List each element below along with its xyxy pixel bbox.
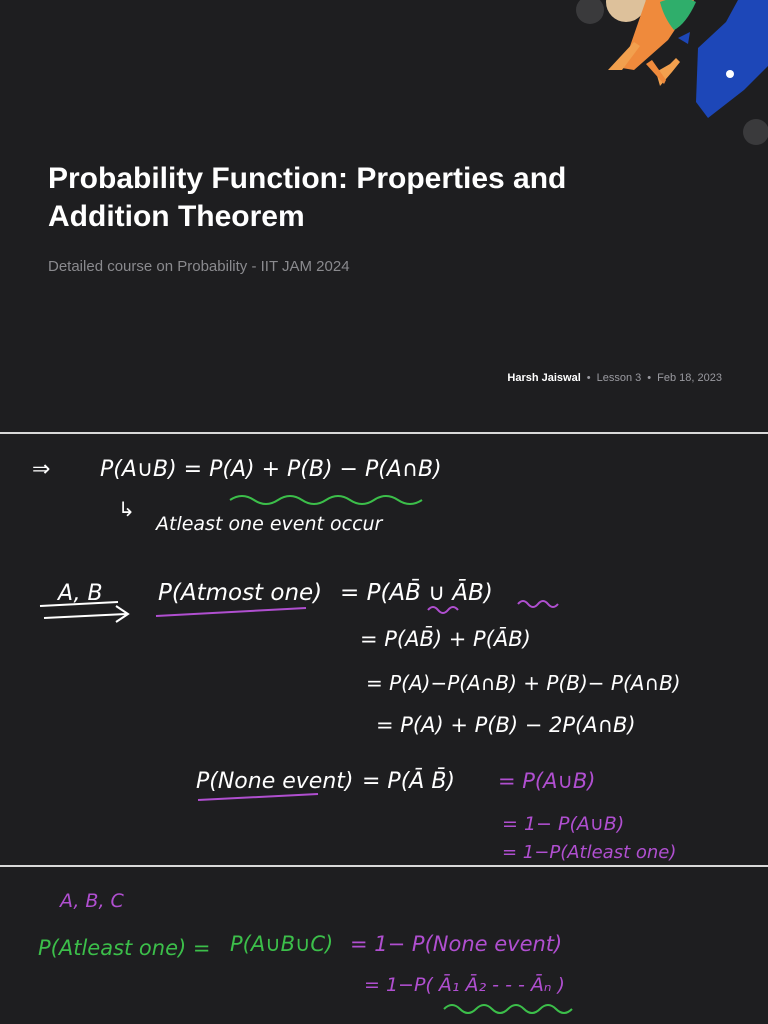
atleast-eq-1: P(A∪B∪C)	[230, 932, 334, 956]
atmost-one-lhs: P(Atmost one)	[158, 580, 323, 606]
none-eq-4: = 1−P(Atleast one)	[502, 842, 677, 863]
atmost-eq-1: = P(AB̄ ∪ ĀB)	[340, 580, 493, 606]
lesson-title-line-2: Addition Theorem	[48, 200, 305, 233]
branch-arrow: ↳	[118, 497, 135, 521]
none-eq-3: = 1− P(A∪B)	[502, 813, 625, 835]
events-ab: A, B	[58, 581, 103, 606]
handwritten-notes-canvas	[0, 867, 768, 1024]
lesson-title-line-1: Probability Function: Properties and	[48, 162, 567, 195]
meta-separator: •	[586, 372, 591, 384]
atleast-caption: Atleast one event occur	[156, 513, 383, 535]
implies-arrow: ⇒	[32, 457, 51, 482]
atleast-one-lhs: P(Atleast one) =	[38, 936, 211, 960]
handwritten-notes-canvas	[0, 434, 768, 865]
none-event-lhs: P(None event)	[196, 769, 354, 794]
none-eq-2: = P(A∪B)	[498, 769, 596, 793]
purple-squiggle	[518, 601, 558, 607]
notes-page-2	[0, 434, 768, 865]
none-eq-1: = P(Ā B̄)	[362, 769, 455, 794]
lesson-date: Feb 18, 2023	[657, 372, 722, 384]
decorative-art-icon	[568, 0, 768, 150]
implication-arrow-icon	[44, 606, 128, 622]
union-formula: P(A∪B) = P(A) + P(B) − P(A∩B)	[100, 457, 442, 482]
course-subtitle: Detailed course on Probability - IIT JAM 2024	[48, 258, 350, 275]
atleast-eq-2: = 1− P(None event)	[350, 932, 563, 956]
atmost-eq-4: = P(A) + P(B) − 2P(A∩B)	[376, 713, 636, 737]
lesson-title	[48, 160, 648, 236]
lesson-number: Lesson 3	[596, 372, 642, 384]
cover-slide	[0, 0, 768, 432]
lesson-meta	[507, 372, 722, 384]
notes-page-3	[0, 867, 768, 1024]
author-name: Harsh Jaiswal	[507, 372, 581, 384]
purple-underline	[156, 608, 306, 616]
events-abc: A, B, C	[60, 890, 124, 912]
green-squiggle-underline	[444, 1005, 572, 1013]
purple-squiggle	[428, 607, 458, 613]
atleast-eq-3: = 1−P( Ā₁ Ā₂ - - - Āₙ )	[364, 974, 565, 996]
meta-separator: •	[647, 372, 652, 384]
purple-underline	[198, 794, 318, 800]
atmost-eq-3: = P(A)−P(A∩B) + P(B)− P(A∩B)	[366, 671, 681, 695]
green-squiggle-underline	[230, 496, 422, 504]
atmost-eq-2: = P(AB̄) + P(ĀB)	[360, 627, 531, 651]
